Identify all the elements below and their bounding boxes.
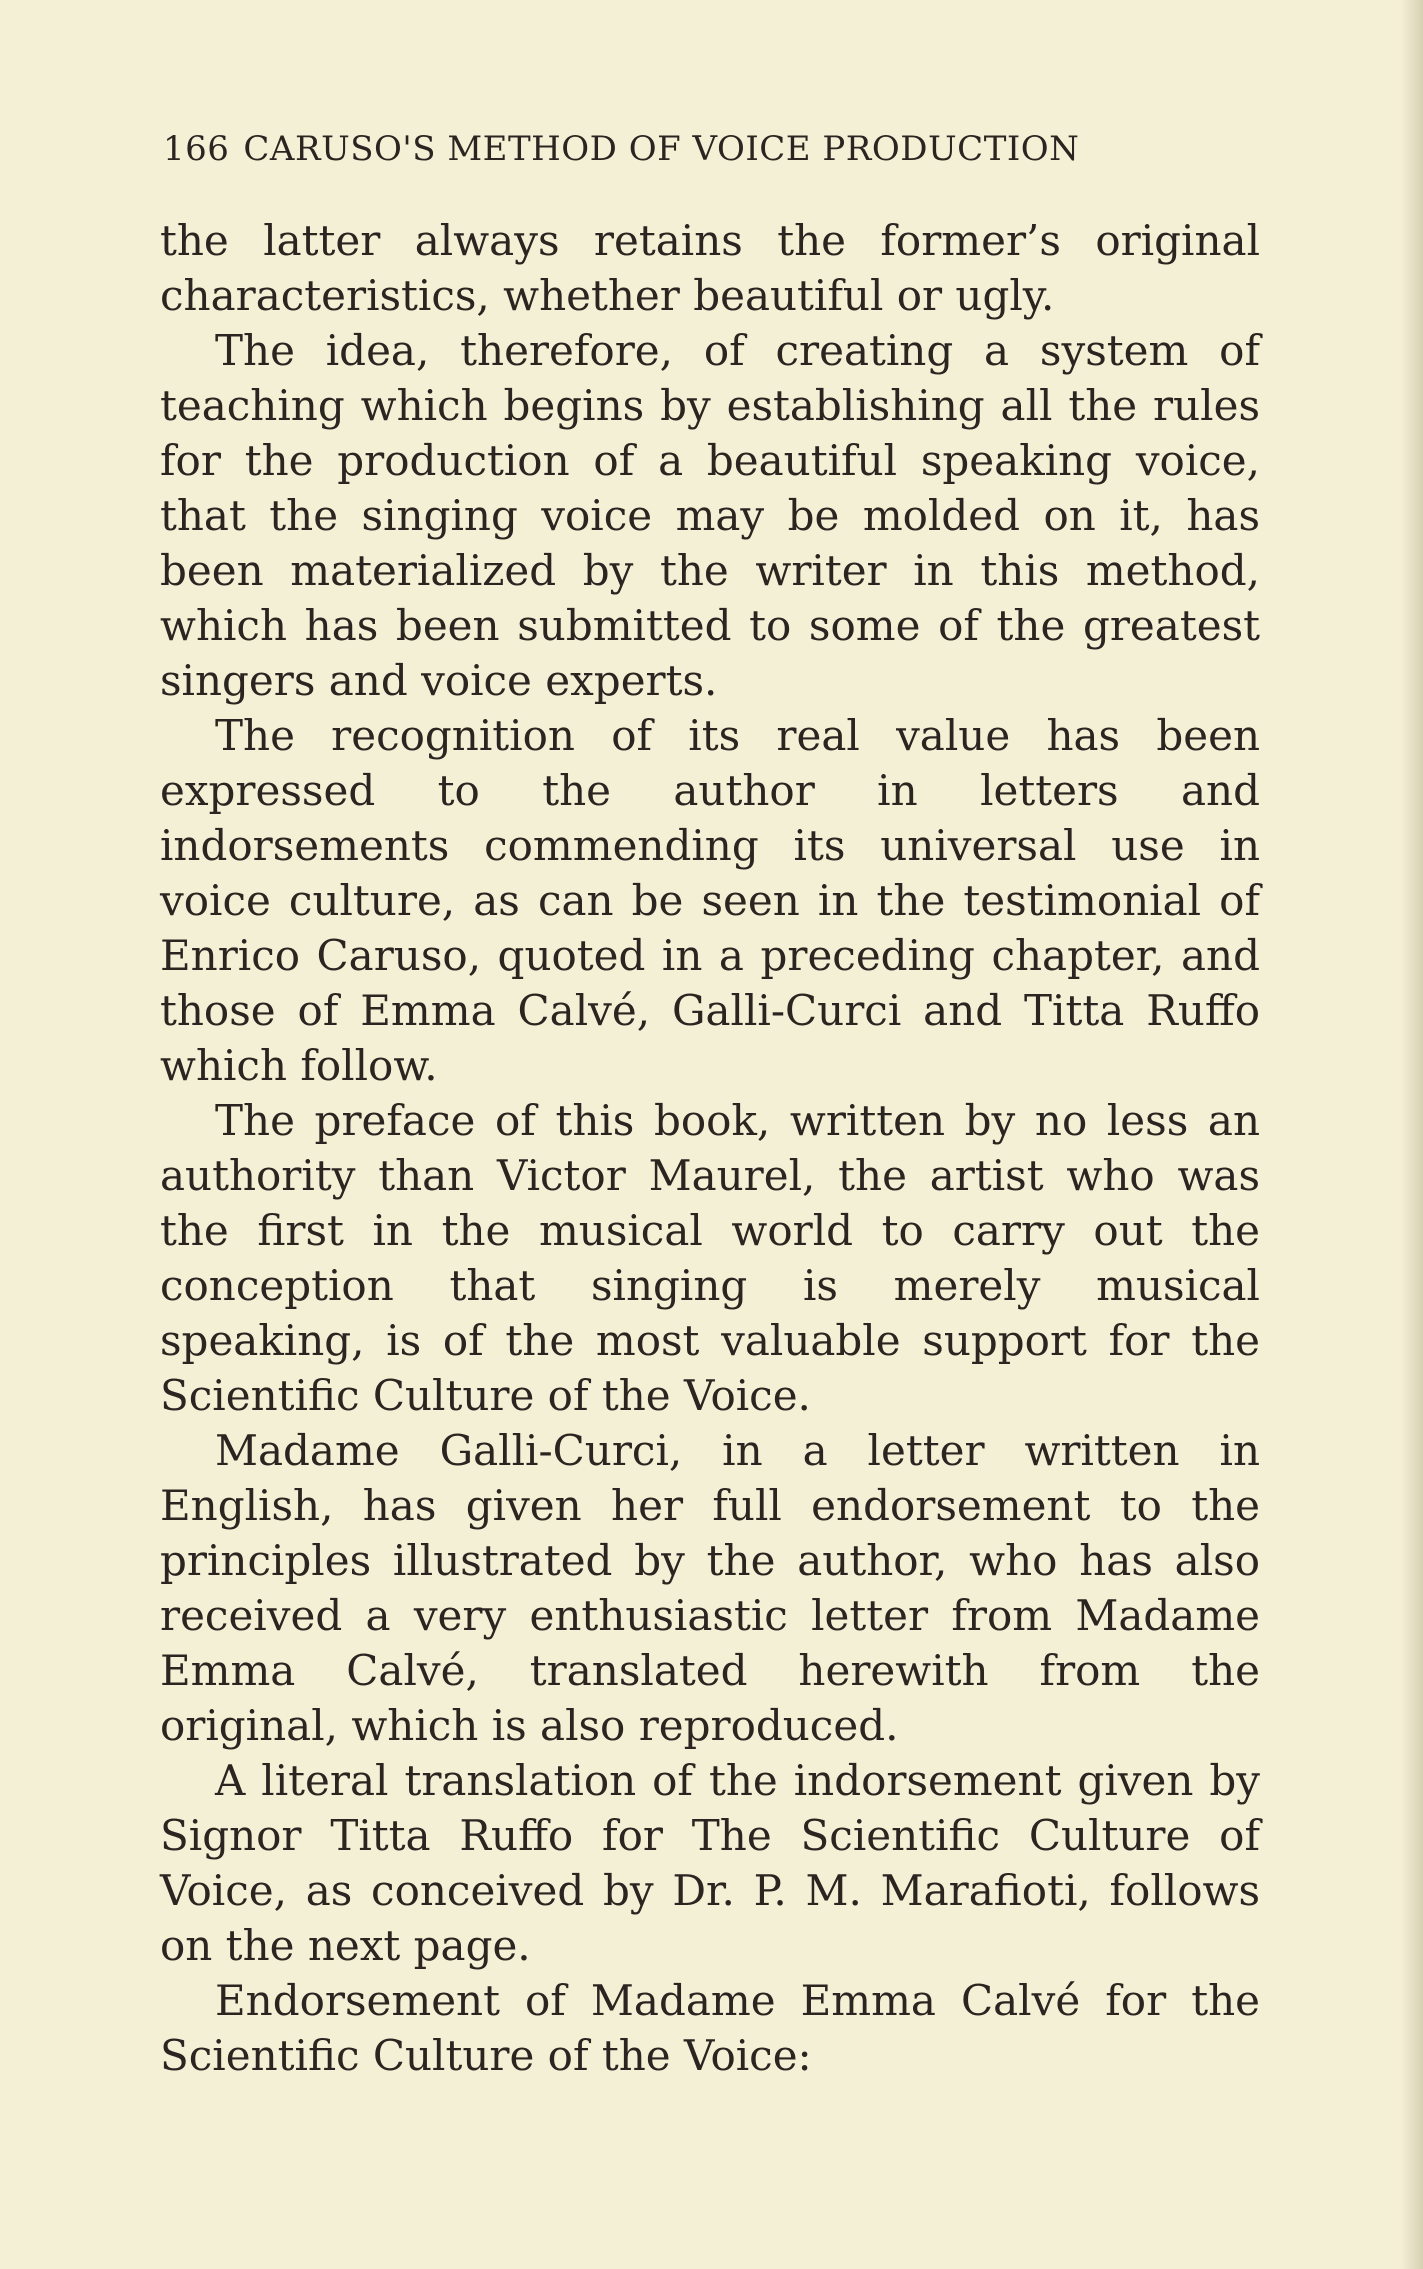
paragraph: A literal translation of the indorsement given by Signor Titta Ruffo for The Scientific Culture of Voice, as conceived by Dr. P. M. Marafioti, follows on the next page. bbox=[160, 1756, 1260, 1970]
paragraph: Madame Galli-Curci, in a letter written in English, has given her full endorsement to the principles illustrated by the author, who has also received a very enthusiastic letter from Madame Emma Calvé, translated herewith from the original, which is also reproduced. bbox=[160, 1426, 1260, 1750]
paragraph: The recognition of its real value has been expressed to the author in letters and indorsements commending its universal use in voice culture, as can be seen in the testimonial of Enrico Caruso, quoted in a preceding chapter, and those of Emma Calvé, Galli-Curci and Titta Ruffo which follow. bbox=[160, 711, 1260, 1090]
paragraph-continued: the latter always retains the former’s original characteristics, whether beautiful or ugly. bbox=[160, 216, 1260, 320]
paragraph: The preface of this book, written by no less an authority than Victor Maurel, the artist who was the first in the musical world to carry out the conception that singing is merely musical speaking, is of the most valuable support for the Scientific Culture of the Voice. bbox=[160, 1096, 1260, 1420]
running-header bbox=[163, 127, 1263, 171]
page-number: 166 bbox=[163, 129, 230, 169]
paragraph-endorsement-heading: Endorsement of Madame Emma Calvé for the Scientific Culture of the Voice: bbox=[160, 1976, 1260, 2080]
running-title: CARUSO'S METHOD OF VOICE PRODUCTION bbox=[243, 129, 1080, 169]
paragraph: The idea, therefore, of creating a system of teaching which begins by establishing all the rules for the production of a beautiful speaking voice, that the singing voice may be molded on it, has been materialized by the writer in this method, which has been submitted to some of the greatest singers and voice experts. bbox=[160, 326, 1260, 705]
page-edge-shadow bbox=[1401, 0, 1423, 2269]
body-text bbox=[160, 213, 1260, 2083]
